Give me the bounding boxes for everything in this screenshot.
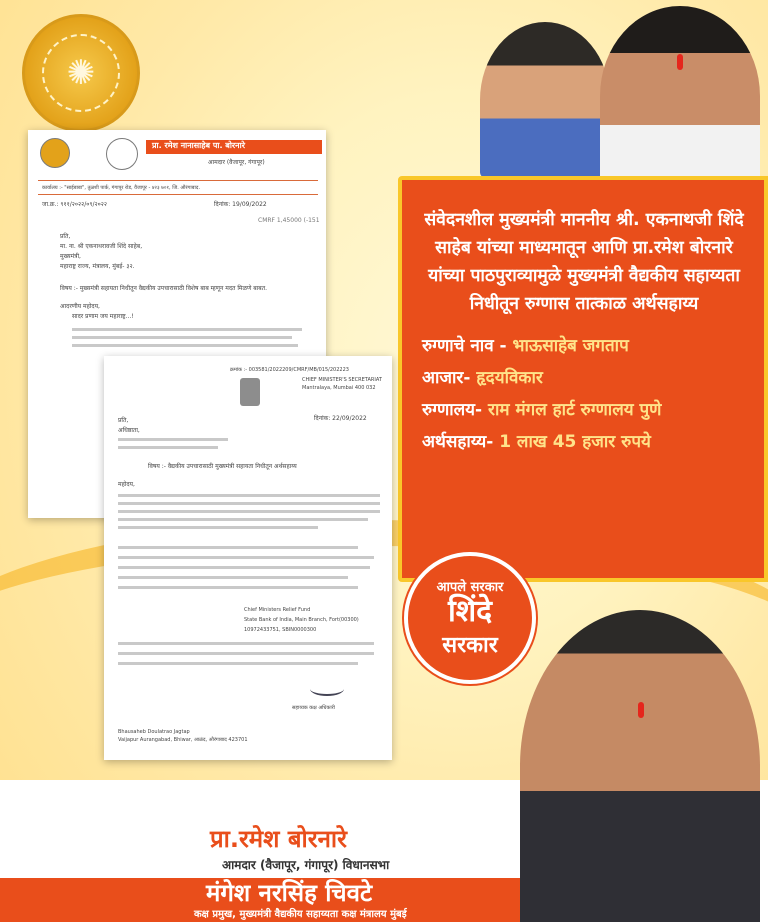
portrait-leader-2 (600, 6, 760, 186)
aid-details (422, 330, 746, 458)
fund-name: Chief Ministers Relief Fund (244, 607, 311, 613)
aid-row: अर्थसहाय्य- 1 लाख 45 हजार रुपये (422, 432, 651, 452)
letter-date: दिनांक: 19/09/2022 (214, 201, 267, 208)
patient-row: रुग्णाचे नाव - भाऊसाहेब जगताप (422, 336, 629, 356)
illness-row: आजार- हृदयविकार (422, 368, 543, 388)
letter-subject: विषय :- मुख्यमंत्री सहायता निधीतून वैद्यकीय उपचारासाठी विशेष बाब म्हणून मदत मिळणे बाबत. (60, 285, 268, 292)
shinde-sarkar-logo: आपले सरकार शिंदे सरकार (404, 552, 536, 684)
letterhead-logo-icon (40, 138, 70, 168)
account-number: 10972433751, SBIN0000300 (244, 627, 317, 633)
state-emblem-icon (240, 378, 260, 406)
bank-name: State Bank of India, Main Branch, Fort(00300) (244, 617, 359, 623)
sanction-office: CHIEF MINISTER'S SECRETARIAT (302, 377, 382, 383)
party-logo-icon (106, 138, 138, 170)
letterhead-address: कार्यालय :- "साईबाबा", तुळशी पार्क, गंगापूर रोड, वैजापूर - ४२३ ७०१, जि. औरंगाबाद. (42, 185, 201, 191)
announcement-card (398, 176, 768, 582)
sanction-ref: क्रमांक :- 003581/2022209/CMRF/MB/015/202223 (230, 367, 349, 373)
beneficiary-name: Bhausaheb Doulatrao Jagtap (118, 729, 190, 735)
cell-head-title: कक्ष प्रमुख, मुख्यमंत्री वैद्यकीय सहाय्यता कक्ष मंत्रालय मुंबई (194, 909, 407, 920)
mla-name: प्रा.रमेश बोरनारे (210, 825, 347, 853)
announcement-headline: संवेदनशील मुख्यमंत्री माननीय श्री. एकनाथजी शिंदे साहेब यांच्या माध्यमातून आणि प्रा.रमेश बोरनारे यांच्या पाठपुराव्यामुळे मुख्यमंत्री वैद्यकीय सहाय्यता निधीतून रुग्णास तात्काळ अर्थसहाय्य (424, 210, 744, 314)
handwritten-note: CMRF 1,45000 (-151 (258, 217, 320, 224)
portrait-leader-1 (480, 22, 610, 178)
letterhead-document: प्रा. रमेश नानासाहेब पा. बोरनारे आमदार (वैजापूर, गंगापूर) कार्यालय :- "साईबाबा", तुळशी पार्क, गंगापूर रोड, वैजापूर - ४२३ ७०१, जि. औरंगाबाद. जा.क्र.: ९११/२०२२/०९/२०२२ दिनांक: 19/09/2022 CMRF 1,45000 (-151 प्रति, मा. ना. श्री एकनाथरावजी शिंदे साहेब, मुख्यमंत्री, महाराष्ट्र राज्य, मंत्रालय, मुंबई- ३२. विषय :- मुख्यमंत्री सहायता निधीतून वैद्यकीय उपचारासाठी विशेष बाब म्हणून मदत मिळणे बाबत. आदरणीय महोदय, सादर प्रणाम जय महाराष्ट्र...! (28, 130, 326, 518)
illness-value: हृदयविकार (476, 368, 543, 388)
letterhead-name: प्रा. रमेश नानासाहेब पा. बोरनारे (146, 140, 322, 154)
mla-title: आमदार (वैजापूर, गंगापूर) विधानसभा (222, 858, 390, 872)
letterhead-title: आमदार (वैजापूर, गंगापूर) (208, 159, 265, 166)
hospital-row: रुग्णालय- राम मंगल हार्ट रुग्णालय पुणे (422, 400, 662, 420)
patient-name: भाऊसाहेब जगताप (512, 336, 629, 356)
sanction-date: दिनांक: 22/09/2022 (314, 415, 367, 422)
cell-head-name: मंगेश नरसिंह चिवटे (206, 879, 373, 907)
hospital-value: राम मंगल हार्ट रुग्णालय पुणे (488, 400, 662, 420)
signatory: सहाय्यक कक्ष अधिकारी (292, 705, 335, 711)
aid-amount: 1 लाख 45 हजार रुपये (499, 432, 651, 452)
cmrf-sanction-letter: क्रमांक :- 003581/2022209/CMRF/MB/015/202223 CHIEF MINISTER'S SECRETARIAT Mantralaya, Mumbai 400 032 दिनांक: 22/09/2022 प्रति, अधिष्ठाता, विषय :- वैद्यकीय उपचारासाठी मुख्यमंत्री सहायता निधीतून अर्थसहाय्य महोदय, Chief Ministers Relief Fund State Bank of India, Main Branch, Fort(00300) 10972433751, SBIN0000300 सहाय्यक कक्ष अधिकारी Bhausaheb Doulatrao Jagtap Vaijapur Aurangabad, Bhiwar, आळंद, औरंगाबाद 423701 (104, 356, 392, 760)
sanction-subject: विषय :- वैद्यकीय उपचारासाठी मुख्यमंत्री सहायता निधीतून अर्थसहाय्य (148, 463, 297, 470)
signature (310, 682, 344, 696)
beneficiary-address: Vaijapur Aurangabad, Bhiwar, आळंद, औरंगाबाद 423701 (118, 737, 248, 743)
portrait-mla (520, 610, 760, 922)
letter-ref: जा.क्र.: ९११/२०२२/०९/२०२२ (42, 201, 107, 208)
government-seal-icon: ✺ (22, 14, 140, 132)
